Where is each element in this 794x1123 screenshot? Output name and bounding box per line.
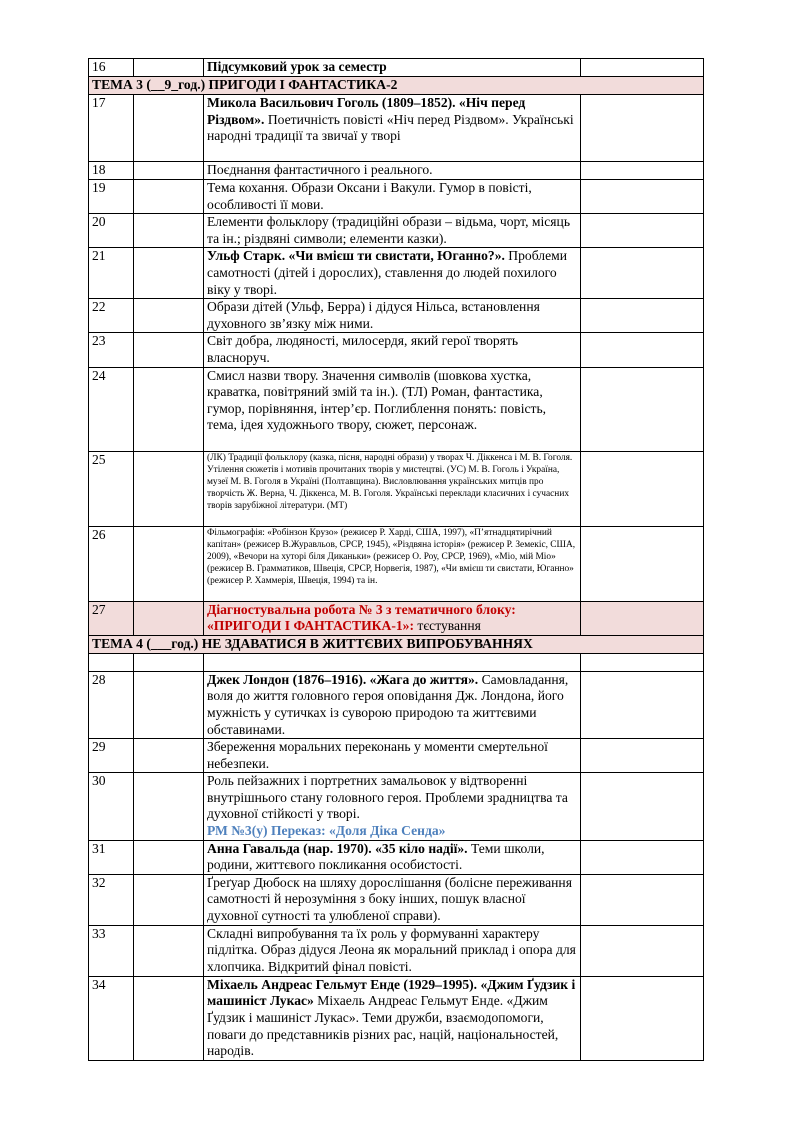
notes-cell bbox=[581, 739, 704, 773]
date-cell bbox=[134, 874, 204, 925]
notes-cell bbox=[581, 925, 704, 976]
lesson-number: 22 bbox=[89, 299, 134, 333]
lesson-topic-text: Елементи фольклору (традиційні образи – відьма, чорт, місяць та ін.; різдвяні символи; елементи казки). bbox=[207, 214, 571, 246]
diagnostic-format: тєстування bbox=[414, 618, 481, 634]
lesson-number: 21 bbox=[89, 248, 134, 299]
lesson-row bbox=[89, 367, 704, 451]
lesson-row bbox=[89, 162, 704, 180]
lesson-topic bbox=[204, 739, 581, 773]
lesson-number: 29 bbox=[89, 739, 134, 773]
date-cell bbox=[134, 367, 204, 451]
date-cell bbox=[134, 840, 204, 874]
lesson-number: 34 bbox=[89, 976, 134, 1060]
date-cell bbox=[134, 601, 204, 635]
lesson-row bbox=[89, 214, 704, 248]
lesson-number: 19 bbox=[89, 180, 134, 214]
notes-cell bbox=[581, 671, 704, 738]
lesson-number: 20 bbox=[89, 214, 134, 248]
date-cell bbox=[134, 333, 204, 367]
lesson-topic-text: Міхаель Андреас Гельмут Енде. «Джим Ґудзик і машиніст Лукас». Теми дружби, взаємодопомоги, поваги до представників різних рас, націй, національностей, народів. bbox=[207, 993, 559, 1059]
lesson-topic-text: Збереження моральних переконань у моменти смертельної небезпеки. bbox=[207, 739, 548, 771]
lesson-topic bbox=[204, 214, 581, 248]
lesson-topic-bold: Підсумковий урок за семестр bbox=[207, 59, 387, 74]
lesson-topic bbox=[204, 874, 581, 925]
lesson-number: 17 bbox=[89, 95, 134, 162]
lesson-row bbox=[89, 773, 704, 840]
lesson-number bbox=[89, 653, 134, 671]
date-cell bbox=[134, 653, 204, 671]
lesson-topic-text: Роль пейзажних і портретних замальовок у відтворенні внутрішнього стану головного героя. Проблеми зрадництва та духовної стійкості у творі. bbox=[207, 773, 568, 822]
lesson-row bbox=[89, 59, 704, 77]
lesson-topic-bold: Джек Лондон (1876–1916). «Жага до життя». bbox=[207, 671, 479, 687]
date-cell bbox=[134, 95, 204, 162]
lesson-topic-text: Проблеми самотності (дітей і дорослих), ставлення до людей похилого віку у творі. bbox=[207, 248, 567, 297]
lesson-number: 33 bbox=[89, 925, 134, 976]
lesson-topic-bold: Анна Гавальда (нар. 1970). «35 кіло надії». bbox=[207, 840, 468, 856]
notes-cell bbox=[581, 333, 704, 367]
lesson-topic-text: Поетичність повісті «Ніч перед Різдвом». Українські народні традиції та звичаї у творі bbox=[207, 111, 574, 144]
theme-title: ТЕМА 4 (___год.) НЕ ЗДАВАТИСЯ В ЖИТТЄВИХ ВИПРОБУВАННЯХ bbox=[89, 635, 704, 653]
lesson-topic-text: Образи дітей (Ульф, Берра) і дідуся Нільса, встановлення духовного зв’язку між ними. bbox=[207, 299, 540, 331]
speech-development-task: РМ №3(у) Переказ: «Доля Діка Сенда» bbox=[207, 823, 446, 839]
lesson-row bbox=[89, 248, 704, 299]
notes-cell bbox=[581, 95, 704, 162]
date-cell bbox=[134, 976, 204, 1060]
lesson-topic bbox=[204, 59, 581, 77]
notes-cell bbox=[581, 526, 704, 601]
lesson-topic-bold: Микола Васильович Гоголь (1809–1852). «Ніч перед Різдвом». bbox=[207, 95, 526, 127]
lesson-row bbox=[89, 333, 704, 367]
lesson-number: 32 bbox=[89, 874, 134, 925]
lesson-topic bbox=[204, 526, 581, 601]
lesson-topic-text: Самовладання, воля до життя головного героя оповідання Дж. Лондона, його мужність у сутичках із суворою природою та життєвими обставинами. bbox=[207, 671, 569, 737]
lesson-row bbox=[89, 976, 704, 1060]
lesson-row bbox=[89, 601, 704, 635]
lesson-number: 28 bbox=[89, 671, 134, 738]
lesson-topic bbox=[204, 180, 581, 214]
date-cell bbox=[134, 248, 204, 299]
notes-cell bbox=[581, 976, 704, 1060]
notes-cell bbox=[581, 214, 704, 248]
lesson-topic bbox=[204, 451, 581, 526]
lesson-number: 26 bbox=[89, 526, 134, 601]
lesson-row bbox=[89, 671, 704, 738]
lesson-topic-text: Ґреґуар Дюбоск на шляху дорослішання (болісне переживання самотності й нерозуміння з боку інших, пошук власної духовної сутності та улюбленої справи). bbox=[207, 874, 572, 924]
date-cell bbox=[134, 925, 204, 976]
lesson-number: 16 bbox=[89, 59, 134, 77]
date-cell bbox=[134, 671, 204, 738]
notes-cell bbox=[581, 162, 704, 180]
notes-cell bbox=[581, 653, 704, 671]
notes-cell bbox=[581, 840, 704, 874]
date-cell bbox=[134, 526, 204, 601]
notes-cell bbox=[581, 299, 704, 333]
lesson-topic bbox=[204, 601, 581, 635]
notes-cell bbox=[581, 874, 704, 925]
date-cell bbox=[134, 162, 204, 180]
lesson-row bbox=[89, 299, 704, 333]
date-cell bbox=[134, 739, 204, 773]
lesson-number: 31 bbox=[89, 840, 134, 874]
diagnostic-title: Діагностувальна робота № 3 з тематичного блоку: «ПРИГОДИ І ФАНТАСТИКА-1»: bbox=[207, 601, 516, 634]
lesson-topic bbox=[204, 653, 581, 671]
lesson-number: 23 bbox=[89, 333, 134, 367]
date-cell bbox=[134, 214, 204, 248]
lesson-number: 25 bbox=[89, 451, 134, 526]
lesson-topic bbox=[204, 248, 581, 299]
lesson-topic bbox=[204, 299, 581, 333]
lesson-number: 18 bbox=[89, 162, 134, 180]
lesson-topic bbox=[204, 773, 581, 840]
lesson-row bbox=[89, 925, 704, 976]
lesson-topic bbox=[204, 367, 581, 451]
notes-cell bbox=[581, 451, 704, 526]
notes-cell bbox=[581, 248, 704, 299]
lesson-topic bbox=[204, 95, 581, 162]
lesson-plan-table bbox=[88, 58, 704, 1061]
lesson-row bbox=[89, 840, 704, 874]
lesson-topic-text: Поєднання фантастичного і реального. bbox=[207, 162, 433, 177]
lesson-row bbox=[89, 739, 704, 773]
lesson-topic-text: Теми школи, родини, життєвого покликання особистості. bbox=[207, 840, 545, 873]
lesson-number: 30 bbox=[89, 773, 134, 840]
lesson-number: 24 bbox=[89, 367, 134, 451]
lesson-row bbox=[89, 180, 704, 214]
lesson-topic-bold: Міхаель Андреас Гельмут Енде (1929–1995). «Джим Ґудзик і машиніст Лукас» bbox=[207, 976, 576, 1009]
lesson-row bbox=[89, 526, 704, 601]
lesson-topic-small: Фільмографія: «Робінзон Крузо» (режисер Р. Харді, США, 1997), «П’ятнадцятирічний капітан» (режисер В.Журавльов, СРСР, 1945), «Різдвяна історія» (режисер Р. Земекіс, США, 2009), «Вечори на хуторі біля Диканьки» (режисер О. Роу, СРСР, 1969), «Міо, мій Міо» (режисер В. Грамматиков, Швеція, СРСР, Норвегія, 1987), «Чи вмієш ти свистати, Юганно» (режисер Р. Хаммерія, Швеція, 1994) та ін. bbox=[207, 527, 576, 586]
date-cell bbox=[134, 773, 204, 840]
notes-cell bbox=[581, 773, 704, 840]
notes-cell bbox=[581, 367, 704, 451]
lesson-topic-small: (ЛК) Традиції фольклору (казка, пісня, народні образи) у творах Ч. Діккенса і М. В. Гоголя. Утілення сюжетів і мотивів прочитаних творів у мистецтві. (УС) М. В. Гоголь і Україна, музеї М. В. Гоголя в Україні (Полтавщина). Висловлювання українських митців про творчість Ж. Верна, Ч. Діккенса, М. В. Гоголя. Українські переклади класичних і сучасних творів зарубіжної літератури. (МТ) bbox=[207, 452, 573, 511]
notes-cell bbox=[581, 180, 704, 214]
theme-row bbox=[89, 635, 704, 653]
notes-cell bbox=[581, 59, 704, 77]
lesson-topic bbox=[204, 840, 581, 874]
lesson-topic-text: Смисл назви твору. Значення символів (шовкова хустка, краватка, повітряний змій та ін.). (ТЛ) Роман, фантастика, гумор, порівняння, інтер’єр. Поглиблення понять: повість, тема, ідея художнього твору, сюжет, персонаж. bbox=[207, 367, 547, 433]
lesson-topic bbox=[204, 333, 581, 367]
lesson-topic bbox=[204, 976, 581, 1060]
date-cell bbox=[134, 59, 204, 77]
lesson-topic-text: Складні випробування та їх роль у формуванні характеру підлітка. Образ дідуся Леона як моральний приклад і опора для хлопчика. Відкритий фінал повісті. bbox=[207, 925, 576, 975]
lesson-row bbox=[89, 874, 704, 925]
lesson-row bbox=[89, 95, 704, 162]
lesson-row bbox=[89, 653, 704, 671]
lesson-topic bbox=[204, 162, 581, 180]
lesson-topic bbox=[204, 671, 581, 738]
lesson-topic-bold: Ульф Старк. «Чи вмієш ти свистати, Юганно?». bbox=[207, 248, 505, 264]
theme-row bbox=[89, 77, 704, 95]
theme-title: ТЕМА 3 (__9_год.) ПРИГОДИ І ФАНТАСТИКА-2 bbox=[89, 77, 704, 95]
date-cell bbox=[134, 451, 204, 526]
lesson-row bbox=[89, 451, 704, 526]
date-cell bbox=[134, 180, 204, 214]
lesson-number: 27 bbox=[89, 601, 134, 635]
lesson-topic-text: Світ добра, людяності, милосердя, який герої творять власноруч. bbox=[207, 333, 519, 365]
lesson-topic bbox=[204, 925, 581, 976]
date-cell bbox=[134, 299, 204, 333]
notes-cell bbox=[581, 601, 704, 635]
lesson-topic-text: Тема кохання. Образи Оксани і Вакули. Гумор в повісті, особливості її мови. bbox=[207, 180, 532, 212]
